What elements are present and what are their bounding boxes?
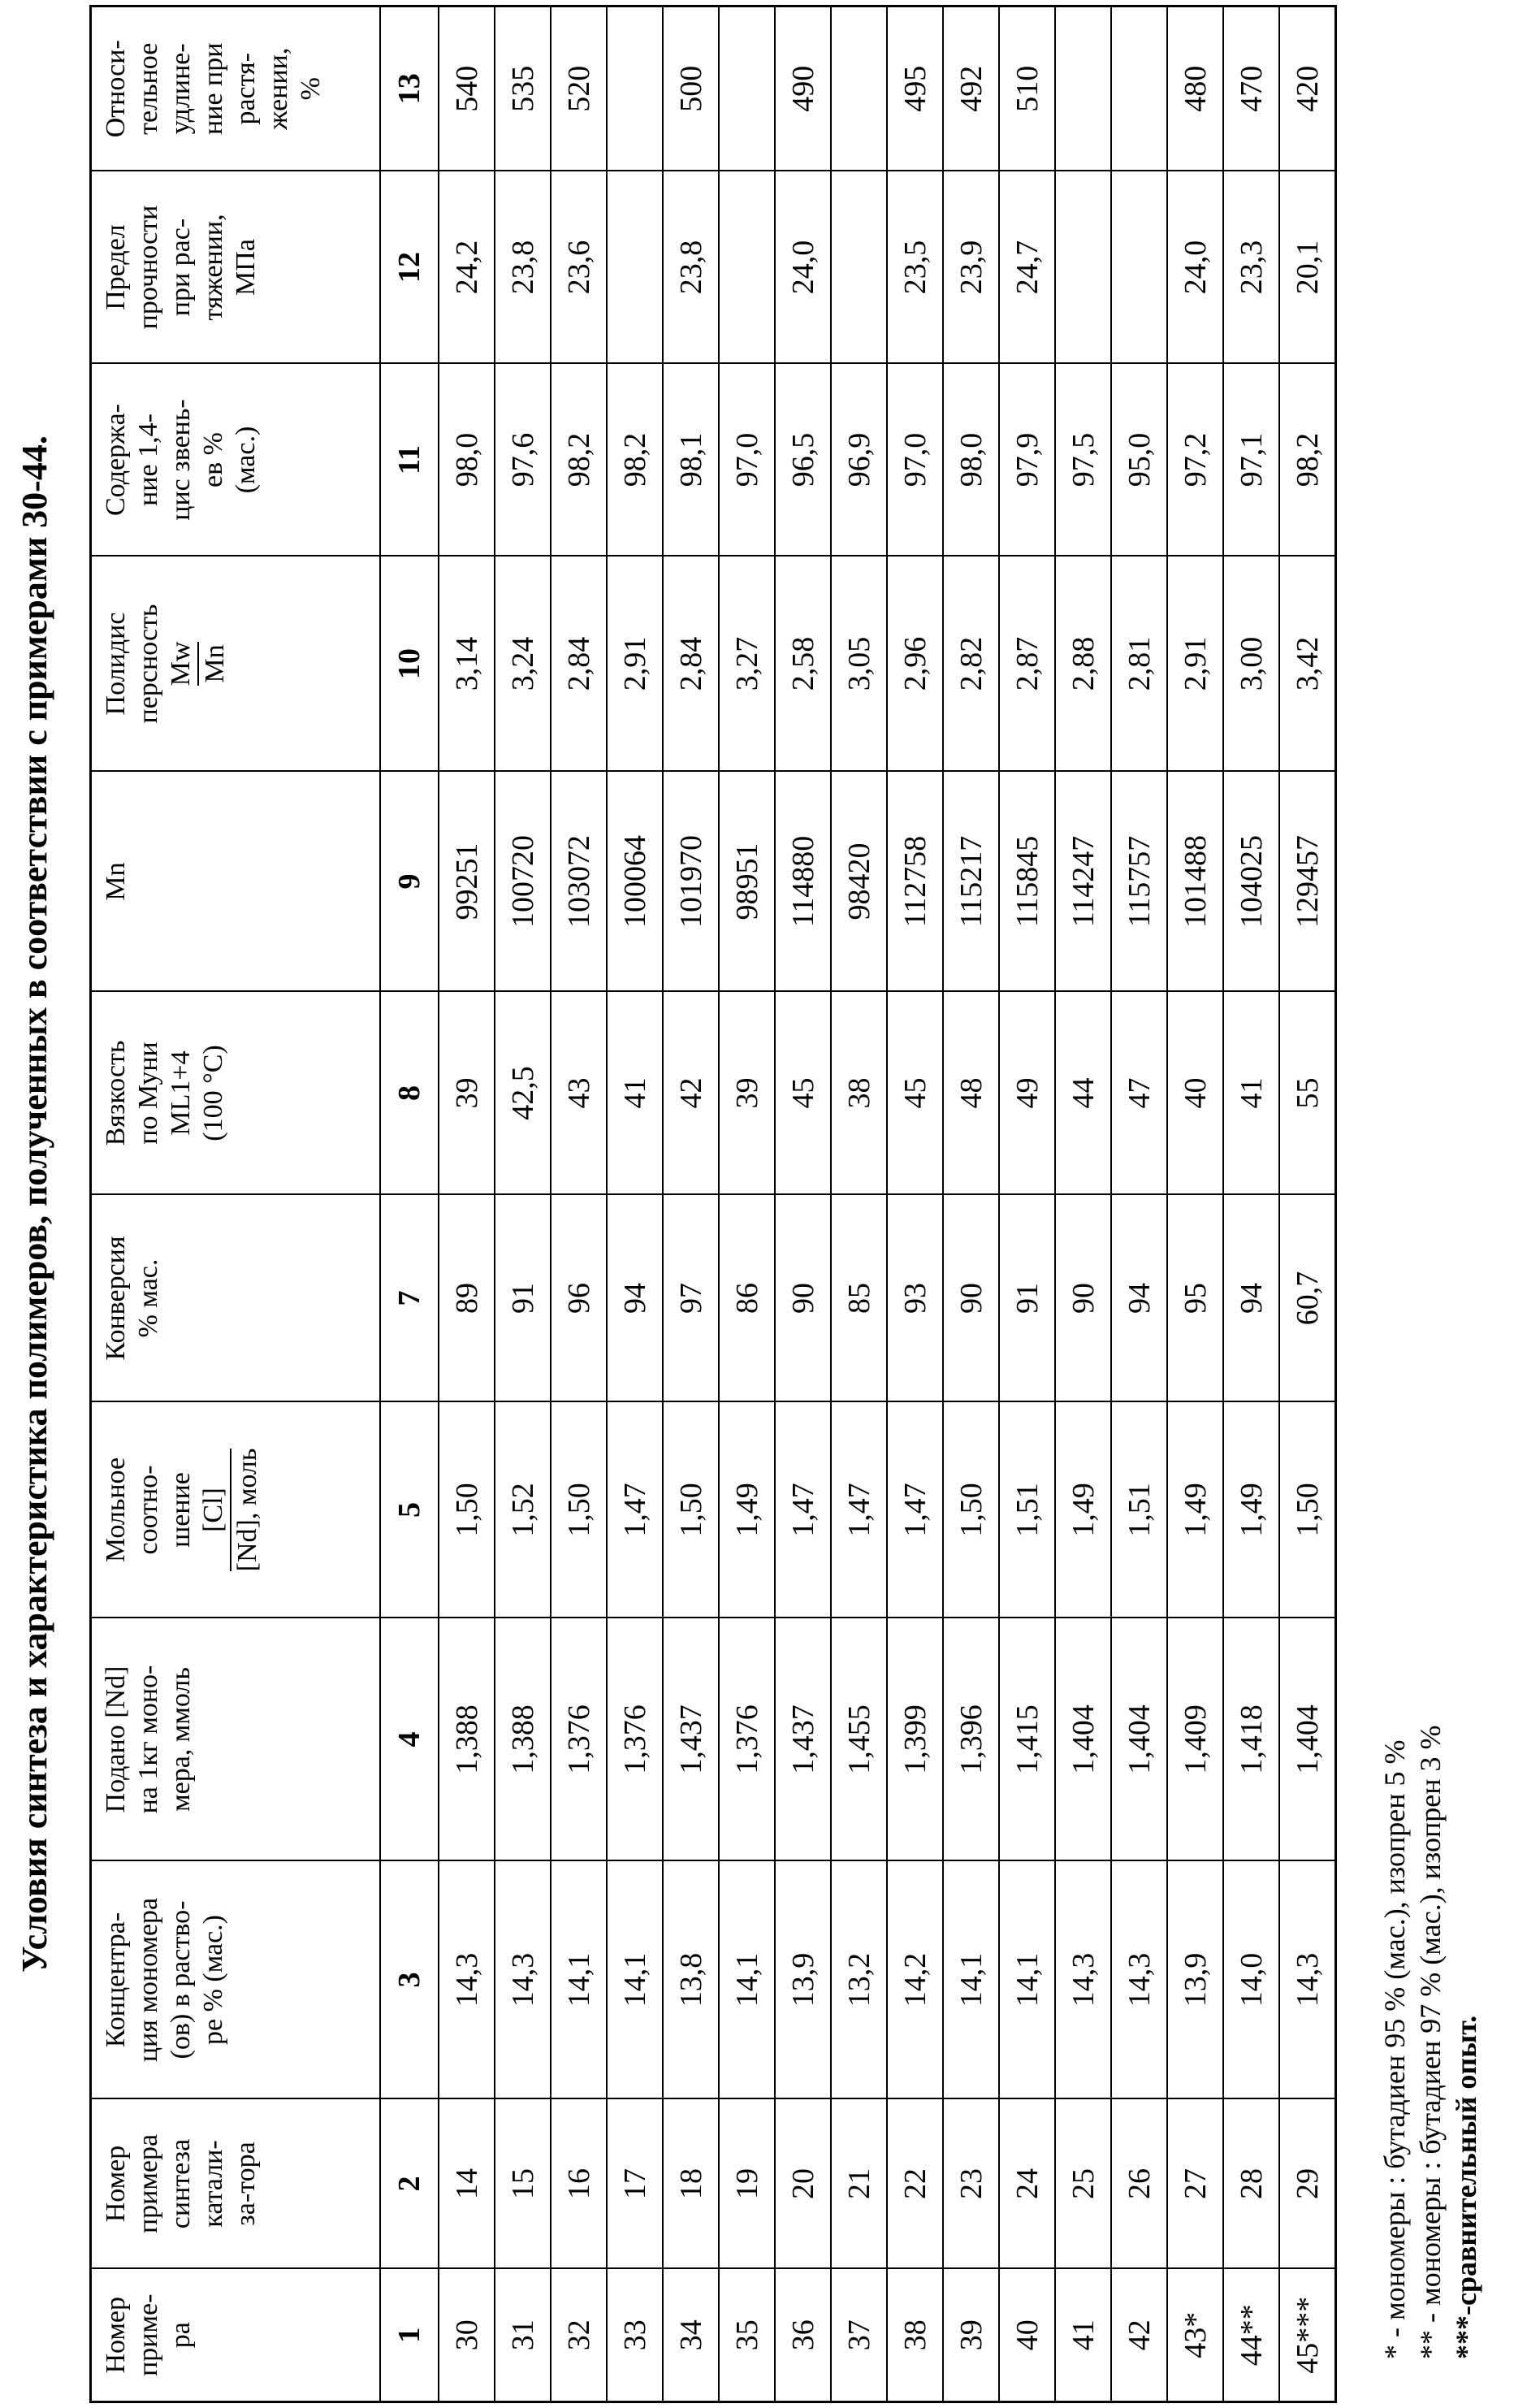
table-cell: 21 (831, 2099, 887, 2269)
table-row (999, 6, 1055, 2402)
table-cell (831, 171, 887, 364)
table-cell: 47 (1111, 992, 1167, 1195)
table-cell: 114247 (1055, 772, 1111, 992)
fraction-denominator: Mn (199, 642, 231, 686)
table-cell: 13,8 (663, 1861, 719, 2099)
header-line: Mn (100, 779, 132, 985)
header-line: МПа (230, 179, 262, 357)
table-cell: 91 (999, 1195, 1055, 1402)
header-line: ние 1,4- (132, 371, 165, 549)
table-cell: 98,1 (663, 364, 719, 557)
column-header (91, 2099, 381, 2269)
table-cell: 44** (1223, 2269, 1279, 2402)
table-cell: 1,437 (775, 1618, 831, 1861)
table-cell: 90 (943, 1195, 999, 1402)
column-number-row (380, 6, 439, 2402)
table-cell: 115845 (999, 772, 1055, 992)
table-cell: 1,51 (1111, 1402, 1167, 1618)
table-cell: 112758 (887, 772, 943, 992)
table-cell: 1,47 (831, 1402, 887, 1618)
table-cell: 49 (999, 992, 1055, 1195)
table-cell: 42 (663, 992, 719, 1195)
table-cell: 14,1 (719, 1861, 775, 2099)
table-cell: 1,50 (551, 1402, 607, 1618)
table-cell: 85 (831, 1195, 887, 1402)
table-cell: 540 (439, 6, 495, 171)
table-cell: 45 (775, 992, 831, 1195)
table-cell: 28 (1223, 2099, 1279, 2269)
table-cell: 14 (439, 2099, 495, 2269)
table-cell: 1,50 (663, 1402, 719, 1618)
column-number: 7 (380, 1195, 439, 1402)
table-cell: 44 (1055, 992, 1111, 1195)
table-cell: 1,409 (1167, 1618, 1223, 1861)
table-cell: 14,1 (607, 1861, 663, 2099)
table-cell: 97,0 (887, 364, 943, 557)
header-fraction (197, 1449, 264, 1572)
table-cell: 2,84 (663, 557, 719, 772)
header-line: удлине- (165, 14, 197, 164)
table-cell: 490 (775, 6, 831, 171)
table-row (1167, 6, 1223, 2402)
table-cell: 37 (831, 2269, 887, 2402)
header-line: Содержа- (100, 371, 132, 549)
header-line: (ов) в раство- (165, 1869, 197, 2092)
table-cell: 1,415 (999, 1618, 1055, 1861)
table-cell: 115217 (943, 772, 999, 992)
footnotes (1377, 1726, 1484, 2359)
column-number: 13 (380, 6, 439, 171)
table-cell: 13,2 (831, 1861, 887, 2099)
table-cell: 101970 (663, 772, 719, 992)
footnote-3: ***-сравнительный опыт. (1448, 1726, 1484, 2359)
table-cell: 39 (719, 992, 775, 1195)
header-line: Предел (100, 179, 132, 357)
table-cell: 100720 (495, 772, 551, 992)
table-cell (1055, 171, 1111, 364)
rotated-page (0, 0, 1514, 2408)
table-row (1223, 6, 1279, 2402)
table-cell: 97 (663, 1195, 719, 1402)
table-cell: 115757 (1111, 772, 1167, 992)
table-cell: 45 (887, 992, 943, 1195)
table-cell: 20,1 (1279, 171, 1336, 364)
table-row (439, 6, 495, 2402)
table-cell: 495 (887, 6, 943, 171)
table-cell: 3,24 (495, 557, 551, 772)
table-cell (607, 171, 663, 364)
table-cell: 14,1 (551, 1861, 607, 2099)
table-title: Условия синтеза и характеристика полимеров, полученных в соответствии с примерами 30-44. (15, 0, 55, 2408)
table-cell: 98,2 (1279, 364, 1336, 557)
table-cell: 492 (943, 6, 999, 171)
table-cell: 1,376 (607, 1618, 663, 1861)
table-cell: 3,27 (719, 557, 775, 772)
table-cell: 91 (495, 1195, 551, 1402)
table-cell: 1,49 (719, 1402, 775, 1618)
header-line: Мольное (100, 1410, 132, 1611)
column-header (91, 557, 381, 772)
table-cell: 31 (495, 2269, 551, 2402)
table-cell: 98420 (831, 772, 887, 992)
table-cell: 3,42 (1279, 557, 1336, 772)
table-cell: 23,8 (495, 171, 551, 364)
table-cell: 14,2 (887, 1861, 943, 2099)
table-cell: 500 (663, 6, 719, 171)
table-cell: 22 (887, 2099, 943, 2269)
table-cell: 40 (999, 2269, 1055, 2402)
header-line: (мас.) (230, 371, 262, 549)
header-line: ре % (мас.) (197, 1869, 230, 2092)
header-line: прочности (132, 179, 165, 357)
table-cell: 38 (831, 992, 887, 1195)
header-line: катали- (197, 2107, 230, 2262)
header-fraction (165, 642, 231, 686)
table-cell: 23,5 (887, 171, 943, 364)
table-cell: 48 (943, 992, 999, 1195)
footnote-2: ** - мономеры : бутадиен 97 % (мас.), изопрен 3 % (1412, 1726, 1448, 2359)
table-cell: 3,05 (831, 557, 887, 772)
table-cell: 30 (439, 2269, 495, 2402)
fraction-numerator: [Cl] (197, 1449, 231, 1572)
header-line: тельное (132, 14, 165, 164)
table-cell: 90 (775, 1195, 831, 1402)
table-row (775, 6, 831, 2402)
table-cell: 40 (1167, 992, 1223, 1195)
table-cell: 104025 (1223, 772, 1279, 992)
table-cell: 1,404 (1111, 1618, 1167, 1861)
header-line: % мас. (132, 1202, 165, 1395)
header-line: персность (132, 564, 165, 764)
header-line: % (295, 14, 327, 164)
table-cell: 95 (1167, 1195, 1223, 1402)
table-row (887, 6, 943, 2402)
table-cell: 26 (1111, 2099, 1167, 2269)
header-line: ра (165, 2276, 197, 2395)
column-number: 12 (380, 171, 439, 364)
fraction-denominator: [Nd], моль (231, 1449, 264, 1572)
table-cell: 98,0 (943, 364, 999, 557)
table-cell: 24,2 (439, 171, 495, 364)
table-cell: 1,50 (1279, 1402, 1336, 1618)
table-cell: 1,404 (1055, 1618, 1111, 1861)
column-number: 11 (380, 364, 439, 557)
column-number: 3 (380, 1861, 439, 2099)
header-line: соотно- (132, 1410, 165, 1611)
column-number: 4 (380, 1618, 439, 1861)
table-cell: 94 (1223, 1195, 1279, 1402)
table-body (439, 6, 1336, 2402)
header-line: Вязкость (100, 999, 132, 1188)
table-cell: 129457 (1279, 772, 1336, 992)
table-cell: 114880 (775, 772, 831, 992)
table-cell: 1,437 (663, 1618, 719, 1861)
table-cell: 41 (607, 992, 663, 1195)
header-line: Номер (100, 2107, 132, 2262)
column-header (91, 171, 381, 364)
column-header (91, 1861, 381, 2099)
header-row (91, 6, 381, 2402)
table-cell (607, 6, 663, 171)
table-cell: 98,2 (551, 364, 607, 557)
table-cell: 1,376 (719, 1618, 775, 1861)
header-line: ние при (197, 14, 230, 164)
table-cell: 1,388 (439, 1618, 495, 1861)
table-cell: 1,418 (1223, 1618, 1279, 1861)
table-cell: 98,0 (439, 364, 495, 557)
header-line: примера (132, 2107, 165, 2262)
table-cell: 94 (607, 1195, 663, 1402)
table-cell: 15 (495, 2099, 551, 2269)
table-cell: 41 (1223, 992, 1279, 1195)
table-cell: 2,96 (887, 557, 943, 772)
table-row (663, 6, 719, 2402)
table-cell (719, 171, 775, 364)
column-number: 2 (380, 2099, 439, 2269)
header-line: за-тора (230, 2107, 262, 2262)
column-number: 8 (380, 992, 439, 1195)
table-cell: 2,91 (607, 557, 663, 772)
table-row (943, 6, 999, 2402)
table-cell: 38 (887, 2269, 943, 2402)
header-line: синтеза (165, 2107, 197, 2262)
footnote-1: * - мономеры : бутадиен 95 % (мас.), изопрен 5 % (1377, 1726, 1412, 2359)
column-header (91, 2269, 381, 2402)
header-line: Номер (100, 2276, 132, 2395)
table-cell: 24,7 (999, 171, 1055, 364)
table-cell: 420 (1279, 6, 1336, 171)
table-row (495, 6, 551, 2402)
header-temperature: (100 °C) (197, 999, 230, 1188)
table-cell: 1,455 (831, 1618, 887, 1861)
table-cell: 35 (719, 2269, 775, 2402)
table-cell: 34 (663, 2269, 719, 2402)
header-line: ция мономера (132, 1869, 165, 2092)
column-header (91, 1618, 381, 1861)
table-cell: 18 (663, 2099, 719, 2269)
table-cell: 96,5 (775, 364, 831, 557)
column-header (91, 772, 381, 992)
table-cell: 100064 (607, 772, 663, 992)
header-line: жении, (262, 14, 295, 164)
table-cell: 470 (1223, 6, 1279, 171)
table-cell: 60,7 (1279, 1195, 1336, 1402)
table-cell: 89 (439, 1195, 495, 1402)
table-cell: 3,14 (439, 557, 495, 772)
header-line: Концентра- (100, 1869, 132, 2092)
table-cell: 55 (1279, 992, 1336, 1195)
header-line: Относи- (100, 14, 132, 164)
table-cell: 510 (999, 6, 1055, 171)
header-line: растя- (230, 14, 262, 164)
table-cell: 20 (775, 2099, 831, 2269)
table-cell: 1,396 (943, 1618, 999, 1861)
table-cell: 90 (1055, 1195, 1111, 1402)
header-line: Подано [Nd] (100, 1626, 132, 1854)
table-cell: 14,1 (943, 1861, 999, 2099)
table-row (719, 6, 775, 2402)
column-header (91, 1195, 381, 1402)
table-cell: 14,3 (1279, 1861, 1336, 2099)
table-cell: 24,0 (1167, 171, 1223, 364)
table-cell: 1,49 (1055, 1402, 1111, 1618)
table-cell: 1,47 (775, 1402, 831, 1618)
column-number: 1 (380, 2269, 439, 2402)
table-cell: 520 (551, 6, 607, 171)
table-cell: 1,47 (607, 1402, 663, 1618)
table-cell: 97,2 (1167, 364, 1223, 557)
header-line: Конверсия (100, 1202, 132, 1395)
header-line: на 1кг моно- (132, 1626, 165, 1854)
table-cell: 94 (1111, 1195, 1167, 1402)
table-cell: 27 (1167, 2099, 1223, 2269)
table-cell: 2,84 (551, 557, 607, 772)
table-cell: 535 (495, 6, 551, 171)
table-cell: 480 (1167, 6, 1223, 171)
table-row (551, 6, 607, 2402)
table-cell: 23,9 (943, 171, 999, 364)
table-cell: 86 (719, 1195, 775, 1402)
table-cell: 14,0 (1223, 1861, 1279, 2099)
table-cell (1111, 171, 1167, 364)
column-header (91, 364, 381, 557)
table-cell: 1,51 (999, 1402, 1055, 1618)
results-table (89, 5, 1337, 2403)
column-header (91, 1402, 381, 1618)
table-cell: 23,8 (663, 171, 719, 364)
table-cell: 1,52 (495, 1402, 551, 1618)
fraction-numerator: Mw (165, 642, 199, 686)
table-cell: 1,49 (1167, 1402, 1223, 1618)
table-cell: 43 (551, 992, 607, 1195)
table-cell: 1,399 (887, 1618, 943, 1861)
column-number: 10 (380, 557, 439, 772)
table-cell: 39 (943, 2269, 999, 2402)
table-cell: 1,47 (887, 1402, 943, 1618)
table-cell: 97,6 (495, 364, 551, 557)
table-cell: 17 (607, 2099, 663, 2269)
table-cell (1111, 6, 1167, 171)
table-cell: 96,9 (831, 364, 887, 557)
table-cell: 23,3 (1223, 171, 1279, 364)
table-cell: 2,82 (943, 557, 999, 772)
header-line: приме- (132, 2276, 165, 2395)
table-cell: 39 (439, 992, 495, 1195)
table-cell: 103072 (551, 772, 607, 992)
table-cell: 33 (607, 2269, 663, 2402)
table-row (1279, 6, 1336, 2402)
table-cell: 14,3 (1111, 1861, 1167, 2099)
table-cell: 2,81 (1111, 557, 1167, 772)
table-cell (719, 6, 775, 171)
table-cell: 23 (943, 2099, 999, 2269)
table-cell: 29 (1279, 2099, 1336, 2269)
table-cell: 2,58 (775, 557, 831, 772)
table-cell: 98,2 (607, 364, 663, 557)
column-header (91, 6, 381, 171)
header-line: шение (165, 1410, 197, 1611)
table-cell: 25 (1055, 2099, 1111, 2269)
column-header (91, 992, 381, 1195)
header-line: по Муни (132, 999, 165, 1188)
header-line: ев % (197, 371, 230, 549)
table-cell: 96 (551, 1195, 607, 1402)
table-cell: 101488 (1167, 772, 1223, 992)
table-cell: 14,3 (495, 1861, 551, 2099)
header-line: Полидис (100, 564, 132, 764)
table-cell: 23,6 (551, 171, 607, 364)
table-cell: 42,5 (495, 992, 551, 1195)
table-cell: 41 (1055, 2269, 1111, 2402)
table-row (1055, 6, 1111, 2402)
table-cell: 97,5 (1055, 364, 1111, 557)
header-line: ML1+4 (165, 999, 197, 1188)
table-cell: 43* (1167, 2269, 1223, 2402)
column-number: 5 (380, 1402, 439, 1618)
header-line: мера, ммоль (165, 1626, 197, 1854)
header-line: цис звень- (165, 371, 197, 549)
table-cell: 32 (551, 2269, 607, 2402)
table-row (1111, 6, 1167, 2402)
table-cell: 1,404 (1279, 1618, 1336, 1861)
table-cell: 95,0 (1111, 364, 1167, 557)
table-cell: 1,50 (943, 1402, 999, 1618)
column-number: 9 (380, 772, 439, 992)
table-cell: 24,0 (775, 171, 831, 364)
table-cell: 1,388 (495, 1618, 551, 1861)
table-cell: 45*** (1279, 2269, 1336, 2402)
table-row (607, 6, 663, 2402)
table-cell: 97,0 (719, 364, 775, 557)
table-cell: 3,00 (1223, 557, 1279, 772)
header-line: при рас- (165, 179, 197, 357)
table-cell: 14,3 (1055, 1861, 1111, 2099)
table-cell: 14,3 (439, 1861, 495, 2099)
table-cell: 36 (775, 2269, 831, 2402)
table-cell: 19 (719, 2099, 775, 2269)
table-cell: 99251 (439, 772, 495, 992)
table-cell: 93 (887, 1195, 943, 1402)
table-cell: 2,87 (999, 557, 1055, 772)
table-cell: 42 (1111, 2269, 1167, 2402)
table-cell (1055, 6, 1111, 171)
table-cell: 16 (551, 2099, 607, 2269)
table-cell: 2,88 (1055, 557, 1111, 772)
table-cell: 1,50 (439, 1402, 495, 1618)
table-row (831, 6, 887, 2402)
table-cell: 1,49 (1223, 1402, 1279, 1618)
table-cell (831, 6, 887, 171)
table-cell: 24 (999, 2099, 1055, 2269)
table-cell: 97,1 (1223, 364, 1279, 557)
table-cell: 2,91 (1167, 557, 1223, 772)
table-cell: 14,1 (999, 1861, 1055, 2099)
header-line: тяжении, (197, 179, 230, 357)
table-cell: 1,376 (551, 1618, 607, 1861)
table-cell: 13,9 (1167, 1861, 1223, 2099)
table-cell: 97,9 (999, 364, 1055, 557)
table-cell: 13,9 (775, 1861, 831, 2099)
table-cell: 98951 (719, 772, 775, 992)
